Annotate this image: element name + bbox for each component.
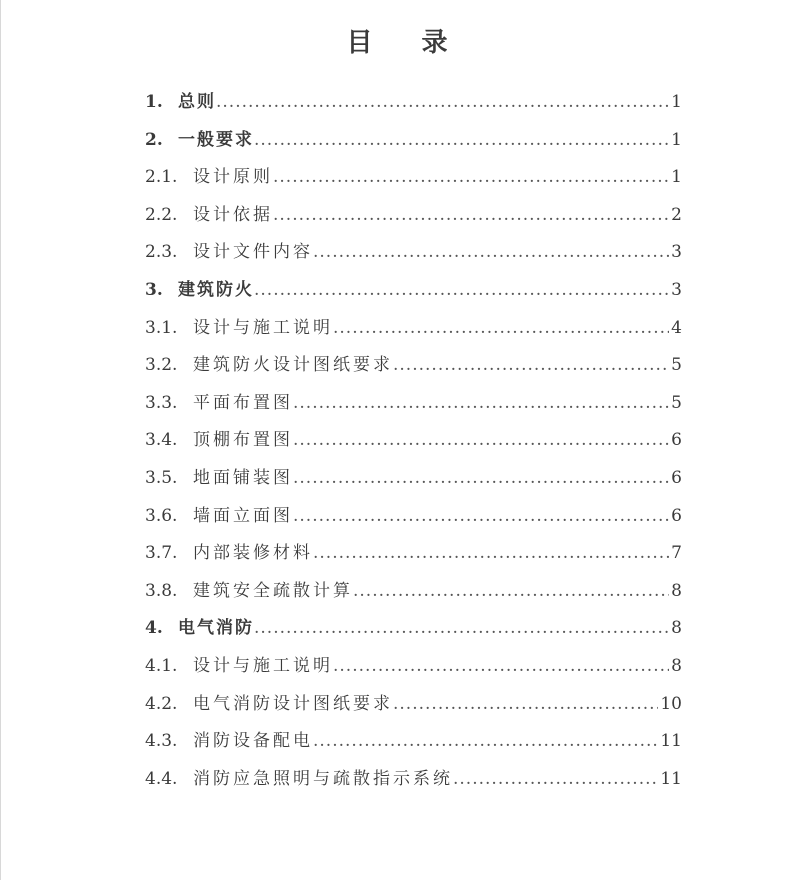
toc-entry-page: 8: [671, 618, 682, 639]
toc-entry-label: 消防设备配电: [193, 731, 313, 752]
toc-entry[interactable]: [145, 201, 682, 239]
toc-entry-page: 5: [671, 392, 682, 413]
page-title: 目 录: [346, 28, 468, 59]
toc-entry[interactable]: [145, 765, 682, 803]
toc-entry-page: 2: [671, 204, 682, 225]
toc-entry-number: 4.2.: [145, 693, 178, 714]
toc-dot-leader: [313, 238, 669, 266]
toc-entry-number: 3.3.: [145, 392, 178, 413]
toc-entry[interactable]: [145, 614, 682, 652]
toc-entry[interactable]: [145, 652, 682, 690]
toc-dot-leader: [313, 727, 658, 755]
toc-entry-number: 3.1.: [145, 317, 178, 338]
toc-entry[interactable]: [145, 502, 682, 540]
toc-entry-label: 电气消防: [178, 618, 254, 639]
toc-dot-leader: [313, 539, 669, 567]
toc-entry-label: 建筑防火设计图纸要求: [193, 355, 393, 376]
toc-entry-label: 建筑安全疏散计算: [193, 580, 353, 601]
toc-entry-number: 4.: [145, 618, 163, 639]
toc-entry-label: 平面布置图: [193, 392, 293, 413]
toc-entry-label: 消防应急照明与疏散指示系统: [193, 768, 453, 789]
toc-dot-leader: [273, 201, 669, 229]
toc-entry-page: 10: [660, 693, 682, 714]
toc-dot-leader: [254, 276, 669, 304]
toc-entry-number: 3.5.: [145, 467, 178, 488]
toc-dot-leader: [216, 88, 669, 116]
toc-entry-page: 6: [671, 430, 682, 451]
toc-entry[interactable]: [145, 577, 682, 615]
toc-entry[interactable]: [145, 464, 682, 502]
toc-entry-number: 3.4.: [145, 430, 178, 451]
toc-dot-leader: [333, 314, 669, 342]
toc-entry-page: 6: [671, 505, 682, 526]
toc-entry-label: 内部装修材料: [193, 543, 313, 564]
toc-entry[interactable]: [145, 163, 682, 201]
toc-entry-label: 设计依据: [193, 204, 273, 225]
toc-entry[interactable]: [145, 88, 682, 126]
toc-entry[interactable]: [145, 276, 682, 314]
toc-dot-leader: [393, 690, 658, 718]
toc-dot-leader: [293, 464, 669, 492]
toc-entry-page: 8: [671, 580, 682, 601]
page-edge: [0, 0, 1, 880]
toc-entry-page: 1: [671, 129, 682, 150]
toc-entry-page: 6: [671, 467, 682, 488]
toc-entry-page: 1: [671, 92, 682, 112]
toc-entry-page: 7: [671, 543, 682, 564]
toc-entry-label: 电气消防设计图纸要求: [193, 693, 393, 714]
toc-entry-label: 墙面立面图: [193, 505, 293, 526]
toc-entry-number: 3.2.: [145, 355, 178, 376]
toc-entry-number: 2.1.: [145, 167, 178, 188]
toc-entry-number: 3.6.: [145, 505, 178, 526]
toc-entry-page: 4: [671, 317, 682, 338]
toc-entry[interactable]: [145, 389, 682, 427]
toc-entry[interactable]: [145, 351, 682, 389]
toc-entry-number: 1.: [145, 92, 163, 112]
toc-entry-label: 总则: [178, 92, 216, 112]
toc-dot-leader: [273, 163, 669, 191]
toc-entry-number: 3.7.: [145, 543, 178, 564]
toc-entry-number: 2.3.: [145, 242, 178, 263]
toc-entry-label: 地面铺装图: [193, 467, 293, 488]
toc-entry[interactable]: [145, 690, 682, 728]
toc-entry-number: 4.1.: [145, 655, 178, 676]
toc-entry-page: 8: [671, 655, 682, 676]
toc-dot-leader: [333, 652, 669, 680]
toc-entry-label: 设计文件内容: [193, 242, 313, 263]
toc-entry[interactable]: [145, 238, 682, 276]
toc-entry-page: 3: [671, 242, 682, 263]
toc-entry-label: 设计与施工说明: [193, 655, 333, 676]
toc-dot-leader: [254, 614, 669, 642]
toc-entry[interactable]: [145, 727, 682, 765]
table-of-contents: [145, 88, 682, 802]
toc-entry-label: 顶棚布置图: [193, 430, 293, 451]
toc-entry[interactable]: [145, 314, 682, 352]
toc-entry-page: 1: [671, 167, 682, 188]
toc-entry-number: 3.: [145, 279, 163, 300]
toc-dot-leader: [293, 426, 669, 454]
toc-entry-label: 设计原则: [193, 167, 273, 188]
toc-entry[interactable]: [145, 126, 682, 164]
toc-dot-leader: [453, 765, 658, 793]
toc-entry-label: 一般要求: [178, 129, 254, 150]
toc-entry-number: 2.2.: [145, 204, 178, 225]
toc-entry[interactable]: [145, 426, 682, 464]
toc-dot-leader: [293, 502, 669, 530]
toc-dot-leader: [293, 389, 669, 417]
toc-dot-leader: [254, 126, 669, 154]
toc-entry-page: 5: [671, 355, 682, 376]
toc-entry-number: 3.8.: [145, 580, 178, 601]
toc-entry-number: 4.4.: [145, 768, 178, 789]
toc-entry-label: 设计与施工说明: [193, 317, 333, 338]
toc-dot-leader: [393, 351, 669, 379]
toc-dot-leader: [353, 577, 669, 605]
toc-entry-number: 4.3.: [145, 731, 178, 752]
toc-entry-label: 建筑防火: [178, 279, 254, 300]
toc-entry-page: 11: [660, 768, 682, 789]
toc-entry-page: 3: [671, 279, 682, 300]
toc-entry[interactable]: [145, 539, 682, 577]
toc-entry-number: 2.: [145, 129, 163, 150]
toc-entry-page: 11: [660, 731, 682, 752]
